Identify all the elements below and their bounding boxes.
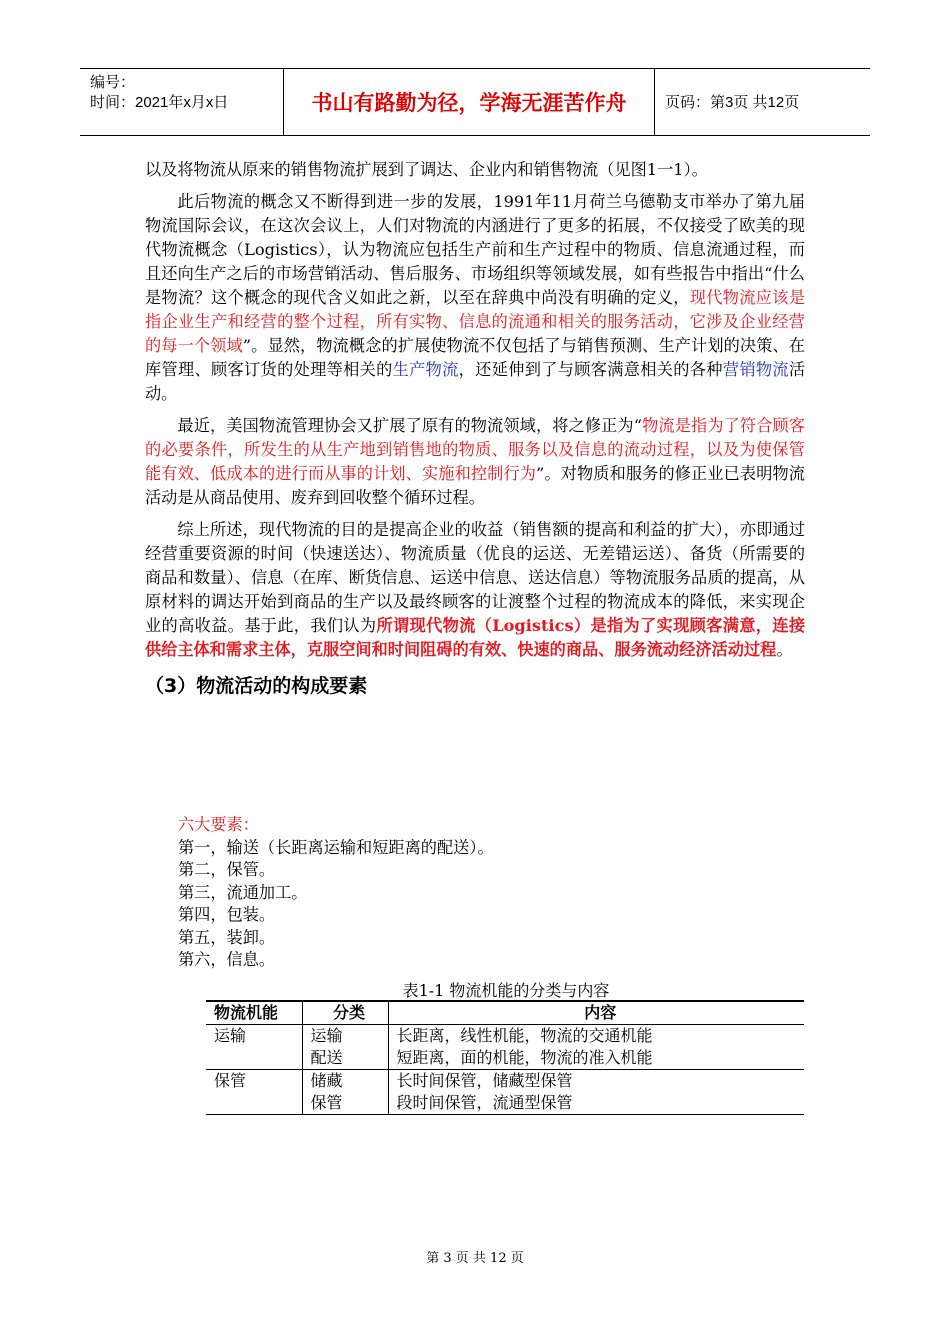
table-cell-function-empty [206,1092,302,1115]
paragraph-2-text-d: 活动。 [145,360,806,403]
paragraph-2-text-c: ，还延伸到了与顾客满意相关的各种 [458,360,723,379]
table-cell-category: 保管 [302,1092,388,1115]
paragraph-2-highlight: 现代物流应该是指企业生产和经营的整个过程，所有实物、信息的流通和相关的服务活动，它涉及企业经营的每一个领域 [145,288,806,355]
paragraph-4 [145,518,805,662]
table-cell-function: 运输 [214,1026,247,1045]
document-body [145,158,805,708]
page-footer: 第 3 页 共 12 页 [426,1251,524,1266]
table-row [206,1070,804,1093]
table-row [206,1092,804,1115]
table-cell-category: 配送 [302,1047,388,1070]
paragraph-4-text-b: 。 [776,640,793,659]
table-header-function: 物流机能 [206,1001,302,1025]
table-cell-content: 长时间保管，储藏型保管 [388,1070,804,1093]
paragraph-2-link-marketing-logistics: 营销物流 [722,360,789,379]
table-caption: 表1-1 物流机能的分类与内容 [402,981,610,1000]
elements-list [178,814,494,972]
table-header-category: 分类 [302,1001,388,1025]
section-heading: （3）物流活动的构成要素 [145,675,368,697]
paragraph-2-text-a: 此后物流的概念又不断得到进一步的发展，1991年11月荷兰乌德勒支市举办了第九届物流国际会议，在这次会议上，人们对物流的内涵进行了更多的拓展，不仅接受了欧美的现代物流概念（Logistics），认为物流应包括生产前和生产过程中的物质、信息流通过程，而且还向生产之后的市场营销活动、售后服务、市场组织等领域发展，如有些报告中指出“什么是物流？这个概念的现代含义如此之新，以至在辞典中尚没有明确的定义， [145,192,805,307]
table-cell-function: 保管 [214,1071,247,1090]
elements-title: 六大要素： [178,815,259,834]
list-item: 第三，流通加工。 [178,882,308,902]
paragraph-2 [145,190,805,406]
table-cell-content: 段时间保管，流通型保管 [388,1092,804,1115]
list-item: 第四，包装。 [178,905,276,924]
list-item: 第二，保管。 [178,860,276,879]
table-header-row [206,1001,804,1025]
header-number: 编号： [90,74,136,91]
paragraph-1-text: 以及将物流从原来的销售物流扩展到了调达、企业内和销售物流（见图1一1）。 [145,160,708,179]
page-header [80,68,870,136]
paragraph-4-text-a: 综上所述，现代物流的目的是提高企业的收益（销售额的提高和利益的扩大），亦即通过经营重要资源的时间（快速送达）、物流质量（优良的运送、无差错运送）、备货（所需要的商品和数量）、信息（在库、断货信息、运送中信息、送达信息）等物流服务品质的提高，从原材料的调达开始到商品的生产以及最终顾客的让渡整个过程的物流成本的降低，来实现企业的高收益。基于此，我们认为 [145,520,805,635]
table-row [206,1047,804,1070]
table-cell-content: 短距离，面的机能，物流的准入机能 [388,1047,804,1070]
paragraph-2-link-production-logistics: 生产物流 [392,360,459,379]
table-header-content: 内容 [388,1001,804,1025]
table-cell-content: 长距离，线性机能，物流的交通机能 [388,1025,804,1048]
logistics-function-table [206,1000,804,1115]
table-row [206,1025,804,1048]
paragraph-2-text-b: ”。显然，物流概念的扩展使物流不仅包括了与销售预测、生产计划的决策、在库管理、顾客订货的处理等相关的 [145,336,805,379]
paragraph-3 [145,414,805,510]
header-page-info: 页码：第3页 共12页 [665,94,800,111]
paragraph-1 [145,158,805,182]
header-motto: 书山有路勤为径，学海无涯苦作舟 [283,69,655,135]
table-cell-function-empty [206,1047,302,1070]
table-cell-category: 运输 [302,1025,388,1048]
list-item: 第六，信息。 [178,950,276,969]
table-cell-category: 储藏 [302,1070,388,1093]
paragraph-4-definition: 所谓现代物流（Logistics）是指为了实现顾客满意，连接供给主体和需求主体，克服空间和时间阻碍的有效、快速的商品、服务流动经济活动过程 [145,616,806,659]
paragraph-3-text-a: 最近，美国物流管理协会又扩展了原有的物流领域，将之修正为“ [177,416,643,435]
paragraph-3-highlight: 物流是指为了符合顾客的必要条件，所发生的从生产地到销售地的物质、服务以及信息的流动过程，以及为使保管能有效、低成本的进行而从事的计划、实施和控制行为 [145,416,805,483]
header-meta [80,69,283,135]
header-date: 时间：2021年x月x日 [90,94,229,111]
list-item: 第五，装卸。 [178,927,276,947]
list-item: 第一，输送（长距离运输和短距离的配送）。 [178,837,494,857]
paragraph-3-text-b: ”。对物质和服务的修正业已表明物流活动是从商品使用、废弃到回收整个循环过程。 [145,464,805,507]
